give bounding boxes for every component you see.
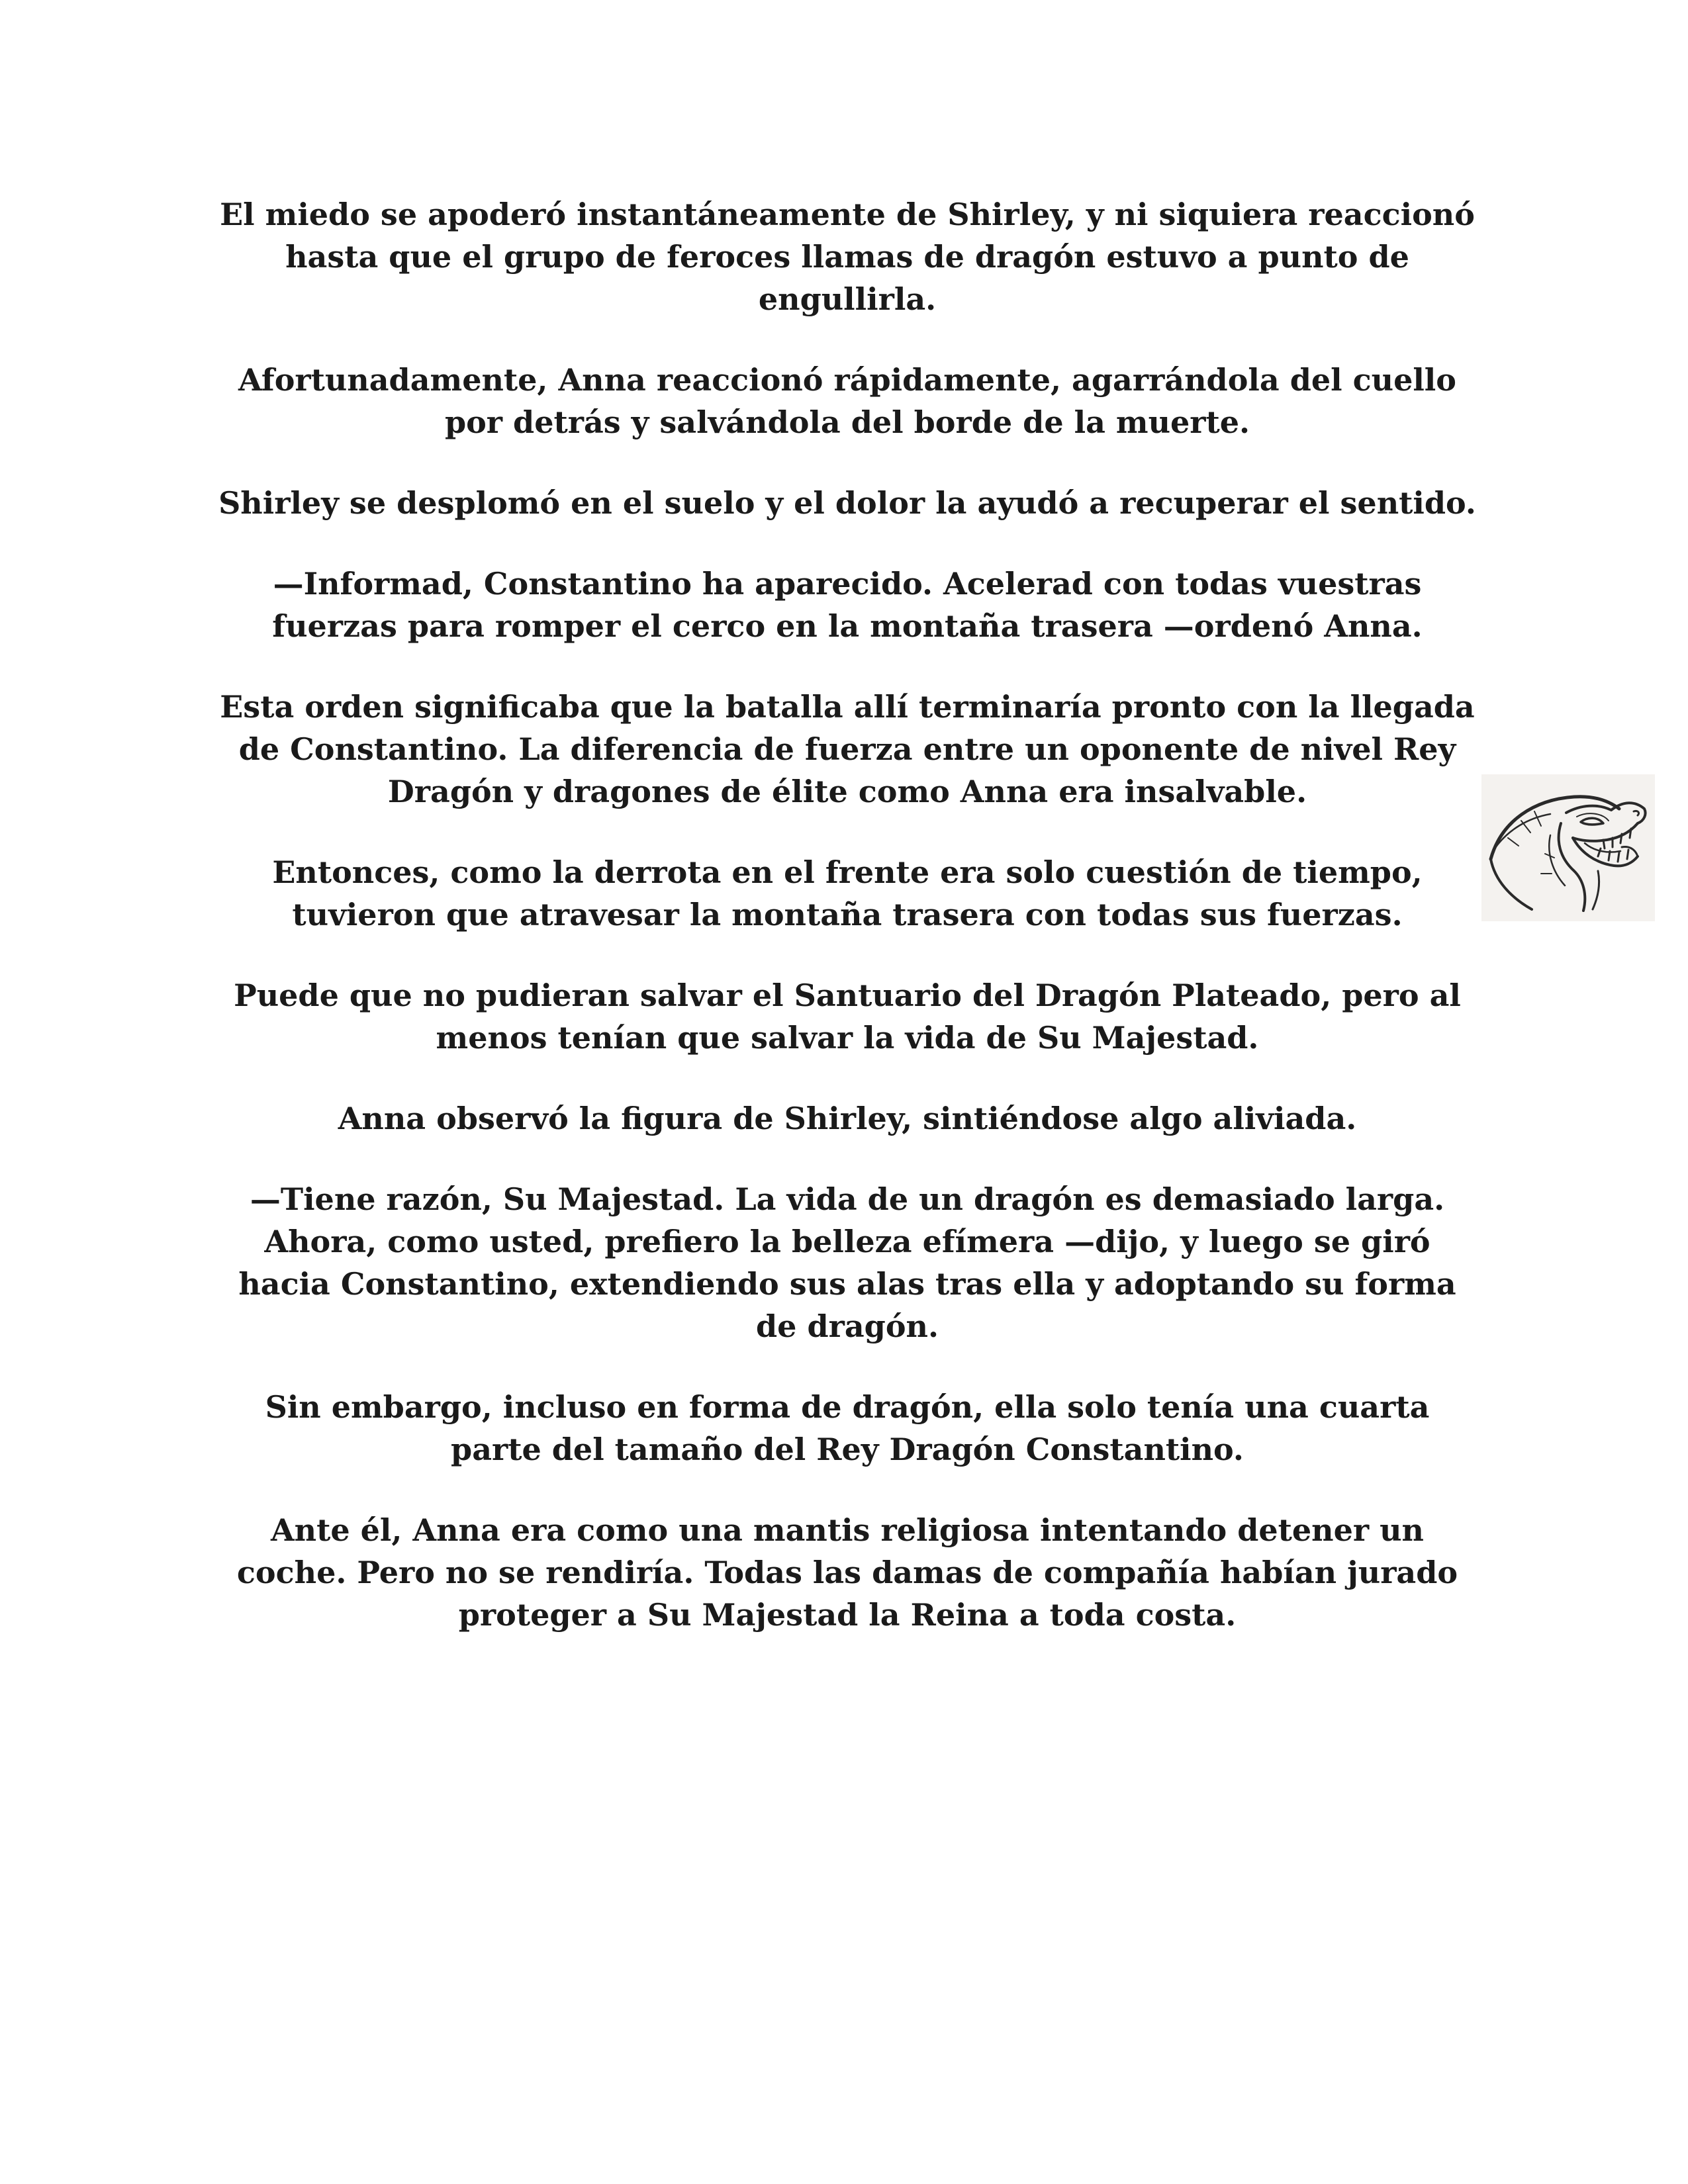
paragraph-5: Esta orden significaba que la batalla allí terminaría pronto con la llegada de Constantino. La diferencia de fuerza entre un oponente de nivel Rey Dragón y dragones de élite como Anna era insalvable. [220, 689, 1475, 809]
dragon-head-sketch-icon [1481, 774, 1655, 921]
story-text [218, 193, 1476, 1636]
paragraph-11: Ante él, Anna era como una mantis religiosa intentando detener un coche. Pero no se rendiría. Todas las damas de compañía habían jurado proteger a Su Majestad la Reina a toda costa. [236, 1512, 1458, 1633]
paragraph-7: Puede que no pudieran salvar el Santuario del Dragón Plateado, pero al menos tenían que salvar la vida de Su Majestad. [234, 978, 1461, 1056]
paragraph-10: Sin embargo, incluso en forma de dragón, ella solo tenía una cuarta parte del tamaño del Rey Dragón Constantino. [265, 1389, 1430, 1467]
paragraph-1: El miedo se apoderó instantáneamente de Shirley, y ni siquiera reaccionó hasta que el grupo de feroces llamas de dragón estuvo a punto de engullirla. [220, 197, 1475, 317]
paragraph-3: Shirley se desplomó en el suelo y el dolor la ayudó a recuperar el sentido. [218, 485, 1476, 521]
paragraph-4: —Informad, Constantino ha aparecido. Acelerad con todas vuestras fuerzas para romper el cerco en la montaña trasera —ordenó Anna. [272, 566, 1423, 644]
paragraph-8: Anna observó la figura de Shirley, sintiéndose algo aliviada. [338, 1101, 1357, 1136]
paragraph-6: Entonces, como la derrota en el frente era solo cuestión de tiempo, tuvieron que atravesar la montaña trasera con todas sus fuerzas. [272, 854, 1423, 933]
paragraph-2: Afortunadamente, Anna reaccionó rápidamente, agarrándola del cuello por detrás y salvándola del borde de la muerte. [238, 362, 1456, 440]
paragraph-9: —Tiene razón, Su Majestad. La vida de un dragón es demasiado larga. Ahora, como usted, prefiero la belleza efímera —dijo, y luego se giró hacia Constantino, extendiendo sus alas tras ella y adoptando su forma de dragón. [238, 1181, 1456, 1344]
